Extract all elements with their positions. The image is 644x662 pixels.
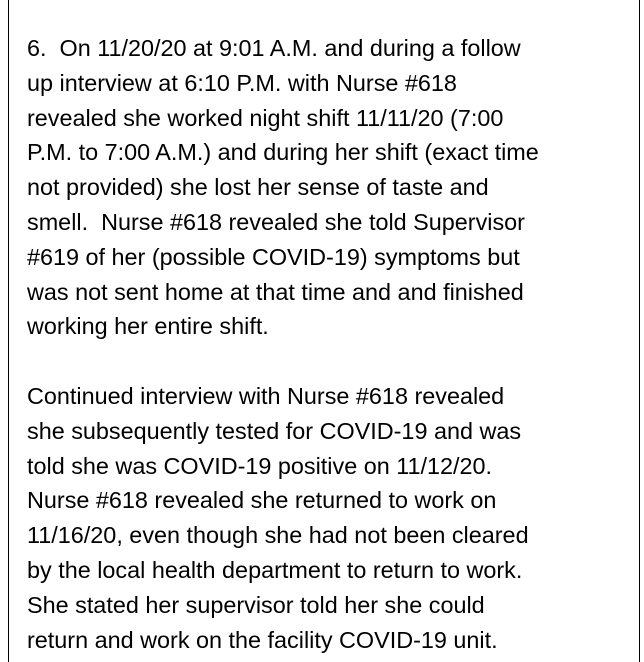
- text-line: by the local health department to return to work.: [27, 556, 523, 583]
- left-border-rule: [8, 0, 9, 662]
- paragraph-finding-6: [27, 31, 637, 344]
- paragraph-continued-interview: [27, 379, 637, 657]
- text-line: 11/16/20, even though she had not been cleared: [27, 522, 529, 549]
- text-line: revealed she worked night shift 11/11/20 (7:00: [27, 104, 504, 131]
- text-line: #619 of her (possible COVID-19) symptoms but: [27, 243, 520, 270]
- text-line: not provided) she lost her sense of taste and: [27, 174, 489, 201]
- text-line: return and work on the facility COVID-19 unit.: [27, 626, 498, 653]
- right-border-rule: [639, 0, 640, 662]
- text-line: 6. On 11/20/20 at 9:01 A.M. and during a follow: [27, 35, 521, 61]
- text-line: She stated her supervisor told her she could: [27, 591, 485, 618]
- text-line: Continued interview with Nurse #618 revealed: [27, 382, 505, 409]
- text-line: P.M. to 7:00 A.M.) and during her shift (exact time: [27, 139, 539, 166]
- text-line: was not sent home at that time and and finished: [27, 278, 524, 305]
- text-line: Nurse #618 revealed she returned to work on: [27, 487, 497, 514]
- text-line: up interview at 6:10 P.M. with Nurse #618: [27, 69, 457, 96]
- paragraph-spacer: [27, 344, 637, 379]
- text-line: smell. Nurse #618 revealed she told Supervisor: [27, 208, 525, 235]
- document-body: [27, 31, 637, 657]
- text-line: she subsequently tested for COVID-19 and was: [27, 417, 522, 444]
- text-line: told she was COVID-19 positive on 11/12/20.: [27, 452, 493, 479]
- text-line: working her entire shift.: [27, 313, 269, 340]
